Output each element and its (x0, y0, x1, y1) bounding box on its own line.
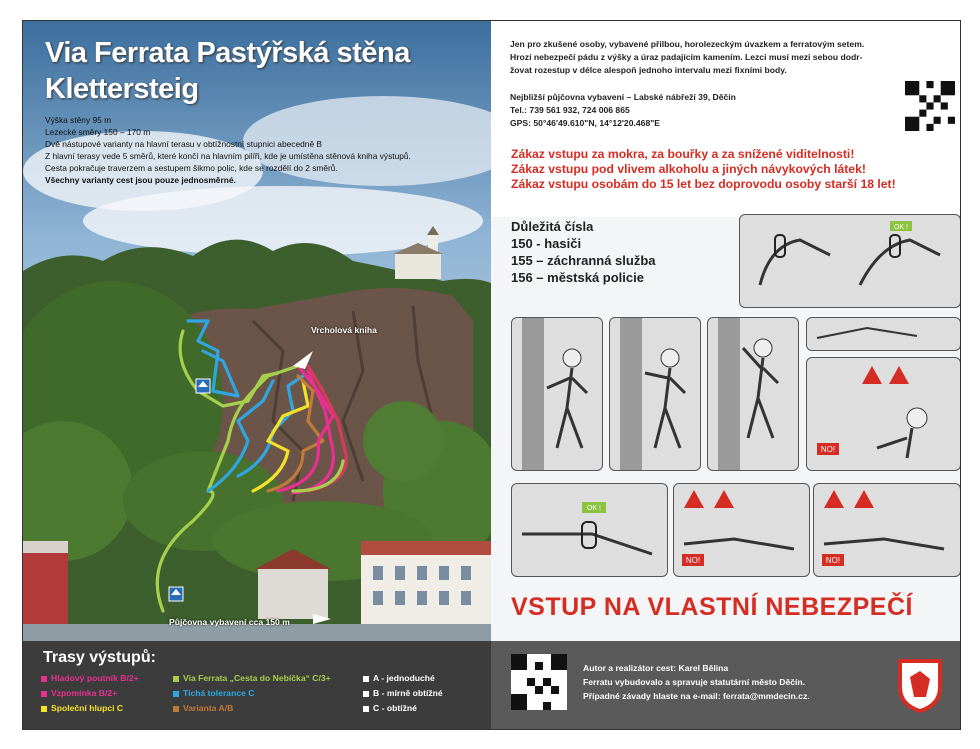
prohibition: Zákaz vstupu za mokra, za bouřky a za snížené viditelnosti! (511, 147, 855, 161)
legend-grade: A - jednoduché (363, 673, 435, 683)
footer (491, 641, 960, 729)
important-number: 156 – městská policie (511, 270, 644, 285)
footer-contact: Případné závady hlaste na e-mail: ferrata@mmdecin.cz. (583, 691, 810, 701)
important-number: 150 - hasiči (511, 236, 582, 251)
no-badge: NO! (825, 556, 841, 565)
prohibition: Zákaz vstupu osobám do 15 let bez doprovodu osoby starší 18 let! (511, 177, 896, 191)
warning-line: Jen pro zkušené osoby, vybavené přilbou, horolezeckým úvazkem a ferratovým setem. (510, 39, 865, 49)
warning-line: Hrozí nebezpečí pádu z výšky a úraz padajícím kamením. Lezci musí mezi sebou dodr- (510, 52, 863, 62)
rental-info (510, 91, 870, 130)
rock-wall-photo (23, 21, 491, 729)
correct-clip-pictogram (511, 483, 668, 577)
rental-distance-label: Půjčovna vybavení cca 150 m (169, 617, 290, 627)
important-number: 155 – záchranná služba (511, 253, 656, 268)
warning-line: žovat rozestup v délce alespoň jednoho intervalu mezi fixními body. (510, 65, 787, 75)
ok-badge: OK ! (586, 505, 602, 512)
rental-gps: GPS: 50°46'49.610"N, 14°12'20.468"E (510, 118, 661, 128)
wrong-clip-pictogram-2 (813, 483, 961, 577)
route-info (45, 114, 411, 186)
fall-warning-pictogram (806, 357, 961, 471)
carabiner-icon (512, 484, 667, 576)
legend-route: Tichá tolerance C (173, 688, 254, 698)
title-line-2: Klettersteig (45, 73, 199, 105)
safety-panel (491, 21, 960, 729)
legend-grade: C - obtížné (363, 703, 417, 713)
legend-route: Via Ferrata „Cesta do Nebíčka“ C/3+ (173, 673, 331, 683)
wrong-clip-pictogram-1 (673, 483, 810, 577)
info-line: Lezecké směry 150 – 170 m (45, 127, 151, 137)
info-line: Cesta pokračuje traverzem a sestupem šikmo polic, kde se rozdělí do 2 směrů. (45, 163, 338, 173)
entry-warning: VSTUP NA VLASTNÍ NEBEZPEČÍ (511, 593, 913, 621)
climber-icon (512, 318, 602, 470)
ok-badge: OK ! (893, 224, 909, 231)
warning-triangle-icon (807, 358, 960, 470)
climbing-pictogram-1 (511, 317, 603, 471)
info-line: Z hlavní terasy vede 5 směrů, které končí na hlavním pilíři, kde je umístěna stěnová kniha výstupů. (45, 151, 411, 161)
info-line: Výška stěny 95 m (45, 115, 112, 125)
warning-text (510, 38, 950, 77)
important-title: Důležitá čísla (511, 219, 594, 234)
route-legend (23, 641, 491, 729)
info-bold-line: Všechny varianty cest jsou pouze jednosměrné. (45, 175, 236, 185)
info-board (22, 20, 961, 730)
prohibition: Zákaz vstupu pod vlivem alkoholu a jiných návykových látek! (511, 162, 866, 176)
rental-address: Nejbližší půjčovna vybavení – Labské nábřeží 39, Děčín (510, 92, 736, 102)
climber-icon (708, 318, 798, 470)
climbing-pictogram-3 (707, 317, 799, 471)
legend-title: Trasy výstupů: (43, 649, 156, 666)
legend-route: Varianta A/B (173, 703, 233, 713)
summit-book-label: Vrcholová kniha (311, 325, 377, 335)
legend-grade: B - mírně obtížné (363, 688, 443, 698)
legend-route: Vzpomínka B/2+ (41, 688, 117, 698)
city-coat-of-arms-icon (896, 657, 944, 713)
no-badge: NO! (685, 556, 701, 565)
footer-operator: Ferratu vybudovalo a spravuje statutární město Děčín. (583, 677, 806, 687)
info-line: Dvě nástupové varianty na hlavní terasu v obtížnostní stupnici abecedně B (45, 139, 323, 149)
climbing-pictogram-2 (609, 317, 701, 471)
legend-route: Hladový poutník B/2+ (41, 673, 139, 683)
climber-icon (610, 318, 700, 470)
warning-triangle-icon (674, 484, 809, 576)
strip-pictogram (806, 317, 961, 351)
no-badge: NO! (820, 445, 836, 454)
rental-phone: Tel.: 739 561 932, 724 006 865 (510, 105, 630, 115)
title-line-1: Via Ferrata Pastýřská stěna (45, 37, 410, 69)
warning-triangle-icon (814, 484, 960, 576)
legend-route: Společní hlupci C (41, 703, 123, 713)
qr-code-icon (511, 654, 567, 710)
carabiner-icon (740, 215, 960, 307)
carabiner-icon (807, 318, 960, 350)
qr-code-icon (905, 81, 955, 131)
important-numbers (511, 218, 656, 286)
footer-author: Autor a realizátor cest: Karel Bělina (583, 663, 729, 673)
lanyard-pictogram (739, 214, 961, 308)
